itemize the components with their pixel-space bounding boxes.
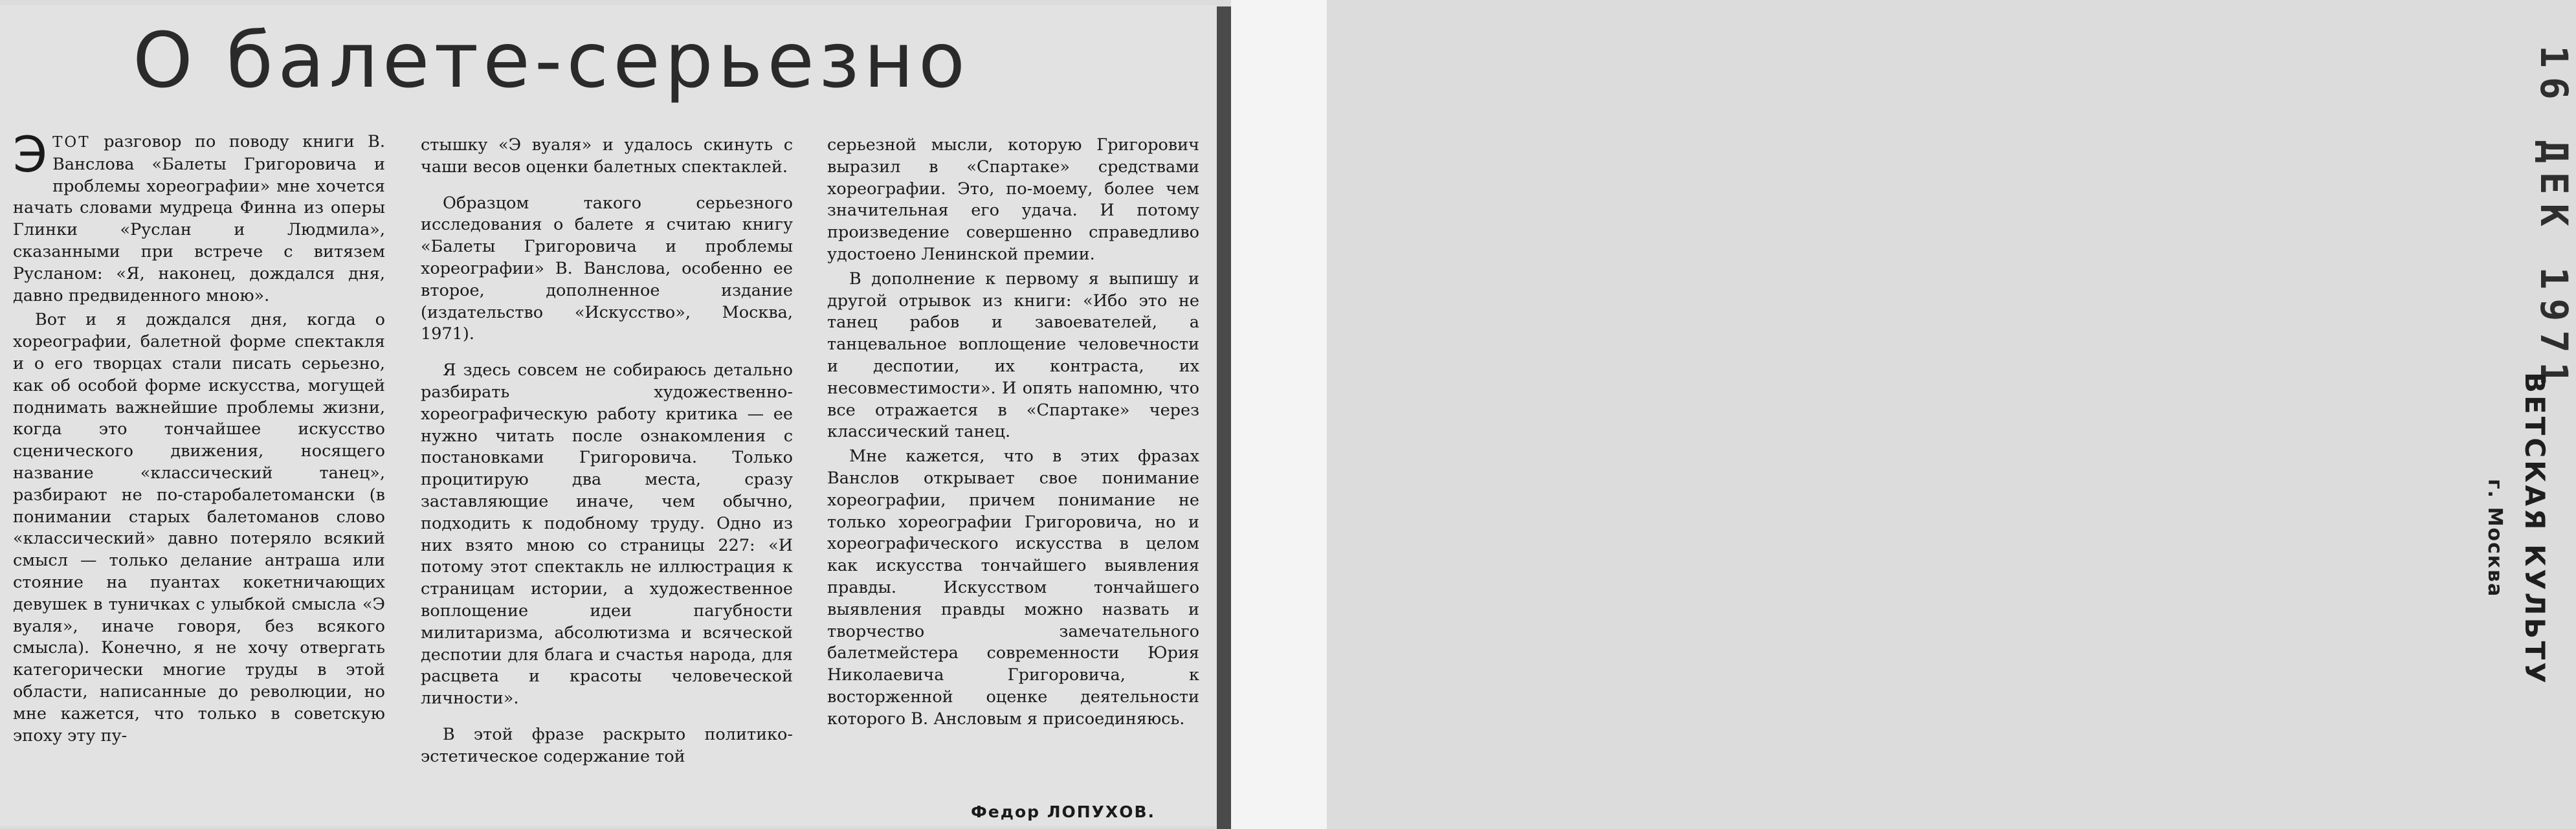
article-paragraph: В этой фразе раскрыто политико-эстетическое содержание той bbox=[421, 724, 793, 766]
article-paragraph: Образцом такого серьезного исследования о балете я считаю книгу «Балеты Григоровича и проблемы хореографии» В. Ванслова, особенно ее второе, дополненное издание (издательство «Искусство», Москва, 1971). bbox=[421, 193, 793, 344]
article-paragraph: Мне кажется, что в этих фразах Ванслов открывает свое понимание хореографии, причем понимание не только хореографии Григоровича, но и хореографического искусства в целом как искусства тончайшего выявления правды. Искусством тончайшего выявления правды можно назвать и творчество замечательного балетмейстера современности Юрия Николаевича Григоровича, к восторженной оценке деятельности которого В. Ансловым я присоединяюсь. bbox=[827, 447, 1199, 729]
stamp-city: г. Москва bbox=[2483, 479, 2506, 598]
page-edge-divider bbox=[1217, 6, 1231, 829]
drop-cap: Э bbox=[13, 126, 48, 183]
archive-stamp-strip bbox=[1231, 0, 2576, 829]
clipping-sheet bbox=[0, 5, 1217, 826]
article-paragraph: Я здесь совсем не собираюсь детально разбирать художественно-хореографическую работу критика — ее нужно читать после ознакомления с постановками Григоровича. Только процитирую два места, сразу заставляющие иначе, чем обычно, подходить к подобному труду. Одно из них взято мною со страницы 227: «И потому этот спектакль не иллюстрация к страницам истории, а художественное воплощение идеи пагубности милитаризма, абсолютизма и всяческой деспотии для блага и счастья народа, для расцвета и красоты человеческой личности». bbox=[421, 360, 793, 709]
article-paragraph bbox=[13, 126, 385, 307]
paragraph-text: разговор по поводу книги В. Ванслова «Балеты Григоровича и проблемы хореографии» мне хочется начать словами мудреца Финна из оперы Глинки «Руслан и Людмила», сказанными при встрече с витязем Русланом: «Я, наконец, дождался дня, давно предвиденного мною». bbox=[13, 132, 385, 305]
article-paragraph: В дополнение к первому я выпишу и другой отрывок из книги: «Ибо это не танец рабов и завоевателей, а танцевальное воплощение человечности и деспотии, их контраста, их несовместимости». И опять напомню, что все отражается в «Спартаке» через классический танец. bbox=[827, 269, 1199, 442]
article-paragraph: Вот и я дождался дня, когда о хореографии, балетной форме спектакля и о его творцах стали писать серьезно, как об особой форме искусства, могущей поднимать важнейшие проблемы жизни, когда это тончайшее искусство сценического движения, носящего название «классический танец», разбирают не по-старобалетомански (в понимании старых балетоманов слово «классический» давно потеряло всякий смысл — только делание антраша или стояние на пуантах кокетничающих девушек в туничках с улыбкой смысла «Э вуаля», иначе говоря, без всякого смысла). Конечно, я не хочу отвергать категорически многие труды в этой области, написанные до революции, но мне кажется, что только в советскую эпоху эту пу- bbox=[13, 310, 385, 746]
stamp-newspaper-name: ВЕТСКАЯ КУЛЬТУ bbox=[2519, 372, 2551, 686]
lead-caps: ТОТ bbox=[52, 134, 91, 151]
article-paragraph: серьезной мысли, которую Григорович выразил в «Спартаке» средствами хореографии. Это, по-моему, более чем значительная его удача. И потому произведение совершенно справедливо удостоено Ленинской премии. bbox=[827, 135, 1199, 264]
article-paragraph: стышку «Э вуаля» и удалось скинуть с чаши весов оценки балетных спектаклей. bbox=[421, 135, 793, 177]
article-column-1 bbox=[13, 126, 385, 811]
stamp-date: 16 ДЕК 1971 bbox=[2532, 45, 2576, 394]
article-column-3 bbox=[827, 135, 1199, 814]
article-headline: О балете-серьезно bbox=[133, 16, 970, 105]
author-signature: Федор ЛОПУХОВ. bbox=[971, 802, 1156, 821]
article-column-2 bbox=[421, 135, 793, 814]
